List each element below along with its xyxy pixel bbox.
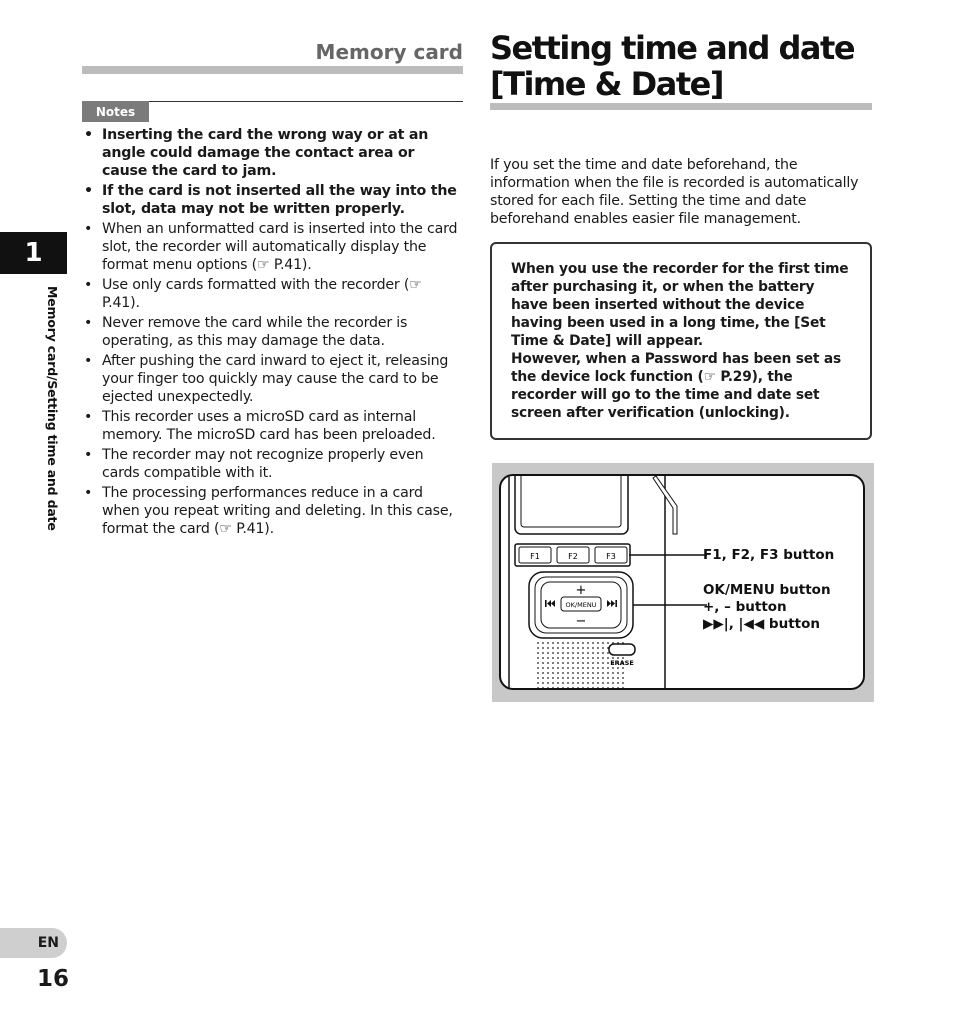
title-line-2: [Time & Date] [490, 65, 723, 103]
callout-ok-menu-suffix: button [774, 582, 831, 598]
callout-function-keys: F1, F2, F3 button [703, 547, 835, 563]
language-tab: EN [0, 928, 67, 958]
page-number: 16 [37, 966, 70, 992]
callout-ok-menu-key: OK/MENU [703, 582, 775, 598]
side-section-label: Memory card/Setting time and date [45, 286, 60, 531]
notes-badge: Notes [82, 101, 149, 122]
plus-key-label: + [575, 583, 587, 598]
note-item: • Inserting the card the wrong way or at an angle could damage the contact area or cause the card to jam. [82, 126, 463, 180]
notes-rule [149, 101, 463, 102]
note-item: • After pushing the card inward to eject it, releasing your finger too quickly may cause the card to be ejected unexpectedly. [82, 352, 463, 406]
recorder-illustration [492, 463, 874, 702]
note-item: • If the card is not inserted all the way into the slot, data may not be written properly. [82, 182, 463, 218]
note-item: • The processing performances reduce in a card when you repeat writing and deleting. In this case, format the card (☞ P.41). [82, 484, 463, 538]
section-heading-memory-card: Memory card [315, 40, 463, 64]
callout-plus-minus: +, – button [703, 599, 787, 615]
title-line-1: Setting time and date [490, 29, 855, 67]
f2-key-label: F2 [568, 552, 578, 561]
note-item: • Never remove the card while the recorder is operating, as this may damage the data. [82, 314, 463, 350]
minus-key-label: − [575, 614, 587, 629]
note-item: • Use only cards formatted with the recorder (☞ P.41). [82, 276, 463, 312]
intro-paragraph: If you set the time and date beforehand, the information when the file is recorded is automatically stored for each file. Setting the time and date beforehand enables easier file management. [490, 157, 859, 227]
f3-key-label: F3 [606, 552, 616, 561]
page-title [490, 30, 880, 102]
notes-list [82, 126, 463, 540]
info-text-part1: When you use the recorder for the first time after purchasing it, or when the battery have been inserted without the device having been used in a long time, the [ [511, 261, 849, 331]
f1-key-label: F1 [530, 552, 540, 561]
note-item: • When an unformatted card is inserted into the card slot, the recorder will automatically display the format menu options (☞ P.41). [82, 220, 463, 274]
title-underline-bar [490, 103, 872, 110]
callout-ok-menu [703, 582, 831, 599]
chapter-tab: 1 [0, 232, 67, 274]
ok-menu-key-label: OK/MENU [565, 601, 597, 609]
erase-key-label: ERASE [610, 659, 634, 667]
illustration-panel [499, 474, 865, 690]
callout-skip-buttons: ▶▶|, |◀◀ button [703, 616, 820, 632]
info-text-part2: ] will appear. [605, 333, 703, 349]
info-box [490, 242, 872, 440]
erase-key [609, 644, 635, 655]
info-menu-name: Set Time & Date [511, 315, 826, 349]
info-text-part3: However, when a Password has been set as the device lock function (☞ P.29), the recorder will go to the time and date set screen after verification (unlocking). [511, 351, 842, 421]
screen-frame-inner [521, 476, 621, 527]
note-item: • This recorder uses a microSD card as internal memory. The microSD card has been preloaded. [82, 408, 463, 444]
heading-underline-bar [82, 66, 463, 74]
note-item: • The recorder may not recognize properly even cards compatible with it. [82, 446, 463, 482]
